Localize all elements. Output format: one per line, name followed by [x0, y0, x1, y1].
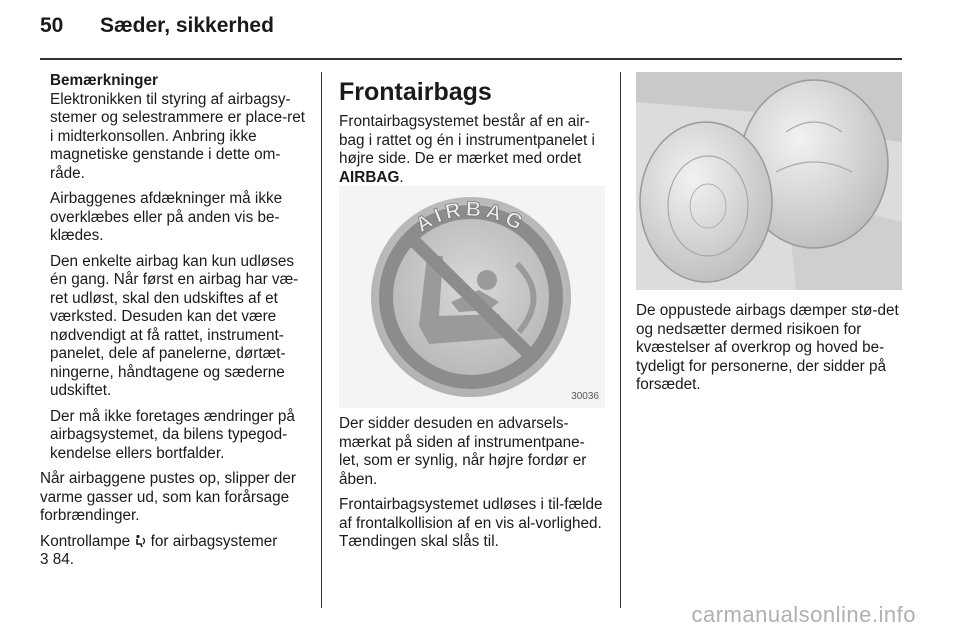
intro-paragraph: [339, 113, 605, 187]
control-lamp-label: Kontrollampe: [40, 532, 131, 550]
control-lamp-paragraph: [40, 533, 306, 570]
section-heading: Frontairbags: [339, 78, 492, 106]
note-paragraph: Airbaggenes afdækninger må ikke overklæbes eller på anden vis be-klædes.: [50, 190, 283, 244]
inflated-airbags-figure: [636, 72, 902, 290]
page-header: [40, 14, 274, 38]
page-reference-link[interactable]: [40, 551, 74, 568]
airbag-warning-label-figure: [339, 186, 605, 408]
reference-arrow-icon: 3: [40, 551, 49, 568]
driver-airbag: [640, 122, 772, 282]
column-middle-lower: [339, 415, 605, 559]
note-paragraph: Den enkelte airbag kan kun udløses én gang. Når først en airbag har væ-ret udløst, skal den udskiftes af et værksted. Desuden kan det være nødvendigt at få rattet, instrument-panelet, dele af panelerne, dørtæt-ningerne, håndtagene og sæderne udskiftet.: [50, 252, 299, 399]
figure-label-text: AIRBAG: [411, 197, 531, 238]
intro-text: Frontairbagsystemet består af en air-bag i rattet og én i instrumentpanelet i højre side. De er mærket med ordet: [339, 113, 595, 167]
page-number: 50: [40, 14, 64, 37]
body-paragraph: Frontairbagsystemet udløses i til-fælde af frontalkollision af en vis al-vorlighed. Tændingen skal slås til.: [339, 496, 603, 550]
watermark: carmanualsonline.info: [691, 602, 916, 627]
note-paragraph: Elektronikken til styring af airbagsy-stemer og selestrammere er place-ret i midterkonsollen. Anbring ikke magnetiske genstande i dette om-råde.: [50, 90, 306, 182]
inflated-airbags-illustration: [636, 72, 902, 290]
control-lamp-suffix: for airbagsystemer: [150, 532, 278, 550]
body-paragraph: Der sidder desuden en advarsels-mærkat på siden af instrumentpane-let, som er synlig, når højre fordør er åben.: [339, 415, 587, 488]
airbag-warning-label-illustration: [339, 186, 605, 408]
page-title: Sæder, sikkerhed: [100, 14, 274, 37]
header-divider: [40, 58, 902, 60]
column-right: [636, 302, 902, 402]
airbag-warning-icon: [134, 534, 146, 548]
body-paragraph: De oppustede airbags dæmper stø-det og nedsætter dermed risikoen for kvæstelser af overkrop og hoved be-tydeligt for personerne, der sidder på forsædet.: [636, 302, 899, 393]
intro-end: .: [399, 168, 404, 186]
airbag-word: AIRBAG: [339, 168, 400, 186]
column-divider: [321, 72, 322, 608]
column-divider: [620, 72, 621, 608]
notes-block: [40, 72, 306, 463]
reference-page: 84.: [52, 551, 75, 568]
column-middle: [339, 78, 605, 194]
column-left: [40, 72, 306, 577]
notes-heading: Bemærkninger: [50, 72, 158, 89]
body-paragraph: Når airbaggene pustes op, slipper der varme gasser ud, som kan forårsage forbrændinger.: [40, 470, 296, 524]
figure-number: 30036: [571, 391, 599, 402]
note-paragraph: Der må ikke foretages ændringer på airbagsystemet, da bilens typegod-kendelse ellers bortfalder.: [50, 407, 295, 462]
